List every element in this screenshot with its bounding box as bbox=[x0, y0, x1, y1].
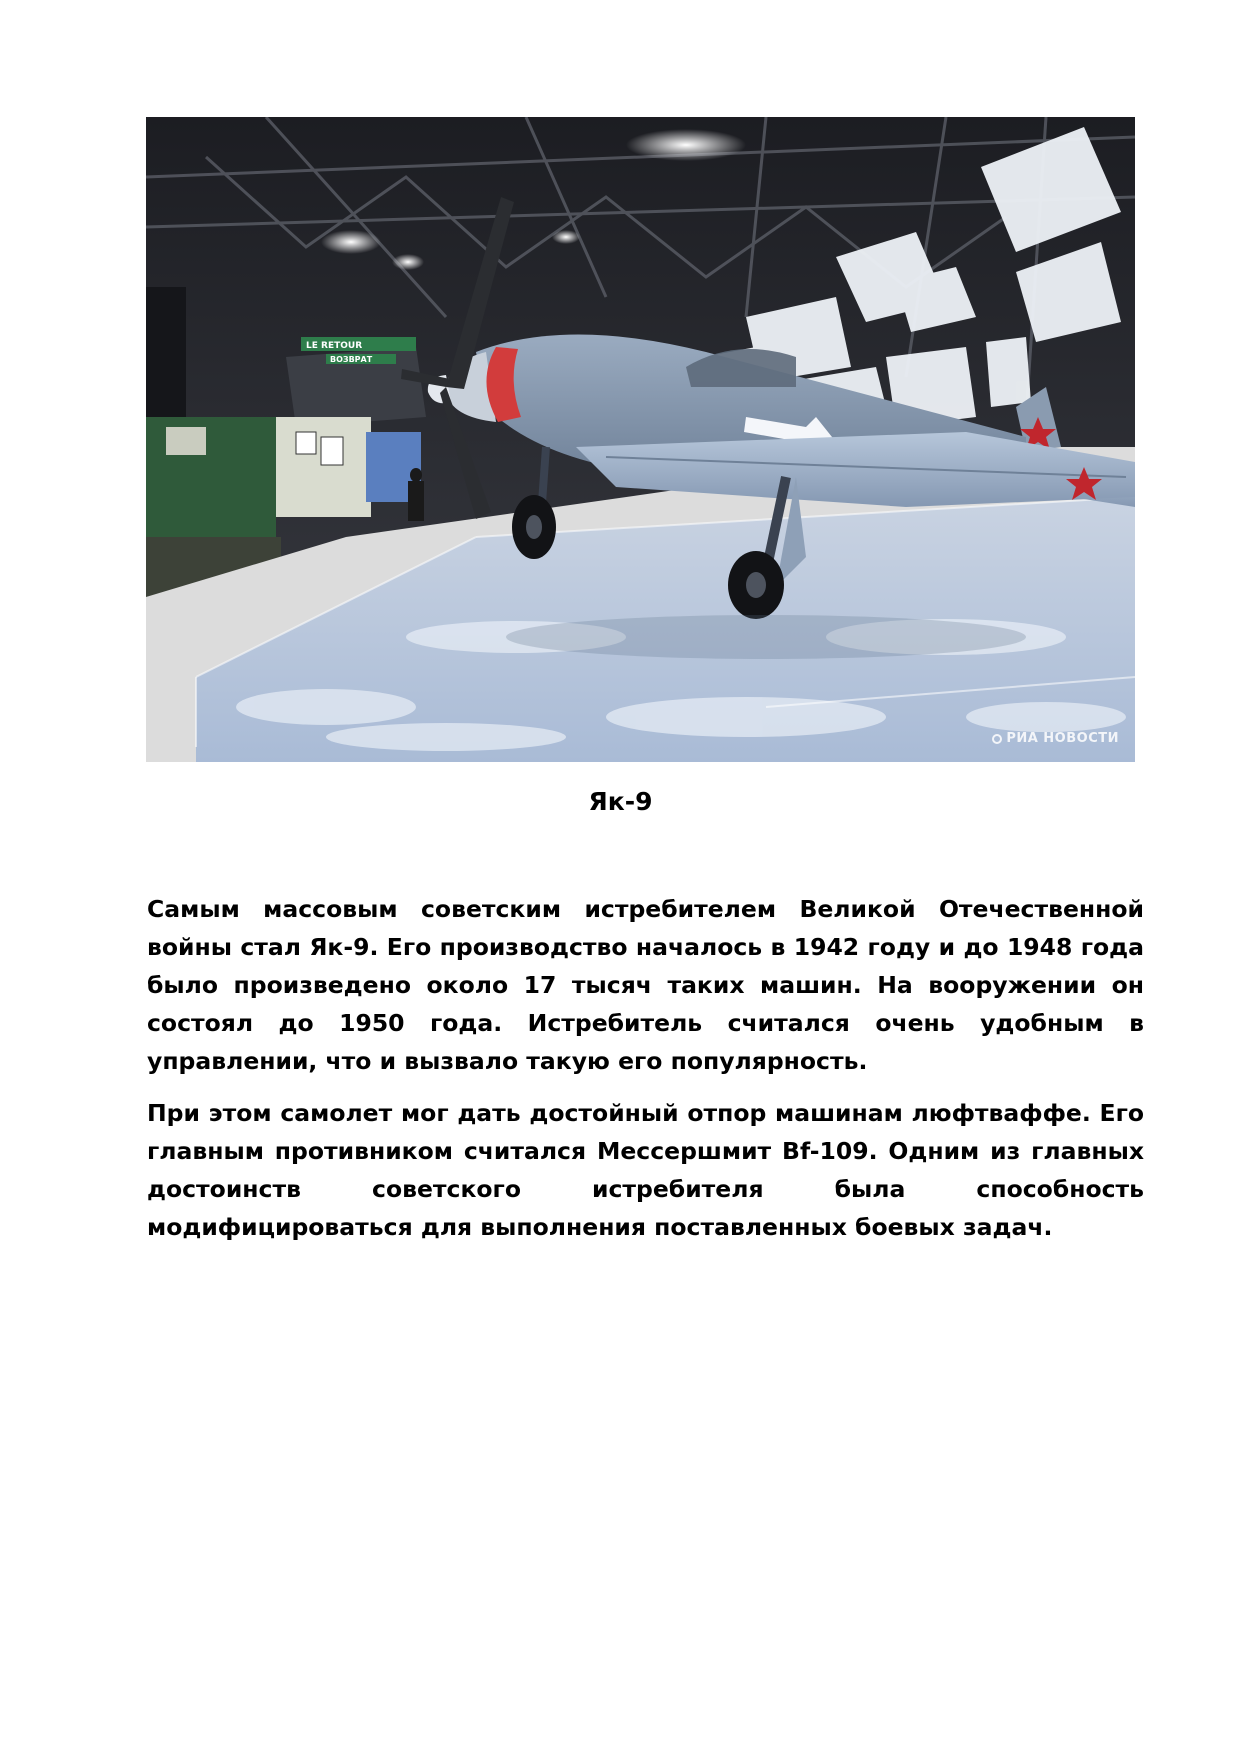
exhibit-sign-text: LE RETOUR bbox=[306, 341, 363, 351]
photo-watermark bbox=[992, 731, 1119, 746]
watermark-text: РИА НОВОСТИ bbox=[1006, 731, 1119, 746]
paragraph-1: Самым массовым советским истребителем Великой Отечественной войны стал Як-9. Его производство началось в 1942 году и до 1948 года было произведено около 17 тысяч таких машин. На вооружении он состоял до 1950 года. Истребитель считался очень удобным в управлении, что и вызвало такую его популярность. bbox=[147, 895, 1144, 1075]
aircraft-photo bbox=[146, 117, 1135, 762]
yak9-museum-illustration bbox=[146, 117, 1135, 762]
figure-caption: Як-9 bbox=[588, 787, 653, 816]
paragraph-2: При этом самолет мог дать достойный отпор машинам люфтваффе. Его главным противником считался Мессершмит Bf-109. Одним из главных достоинств советского истребителя была способность модифицироваться для выполнения поставленных боевых задач. bbox=[147, 1099, 1144, 1241]
ria-logo-icon bbox=[992, 734, 1002, 744]
article-body bbox=[147, 890, 1144, 1260]
exhibit-sign-text-ru: ВОЗВРАТ bbox=[330, 355, 373, 364]
